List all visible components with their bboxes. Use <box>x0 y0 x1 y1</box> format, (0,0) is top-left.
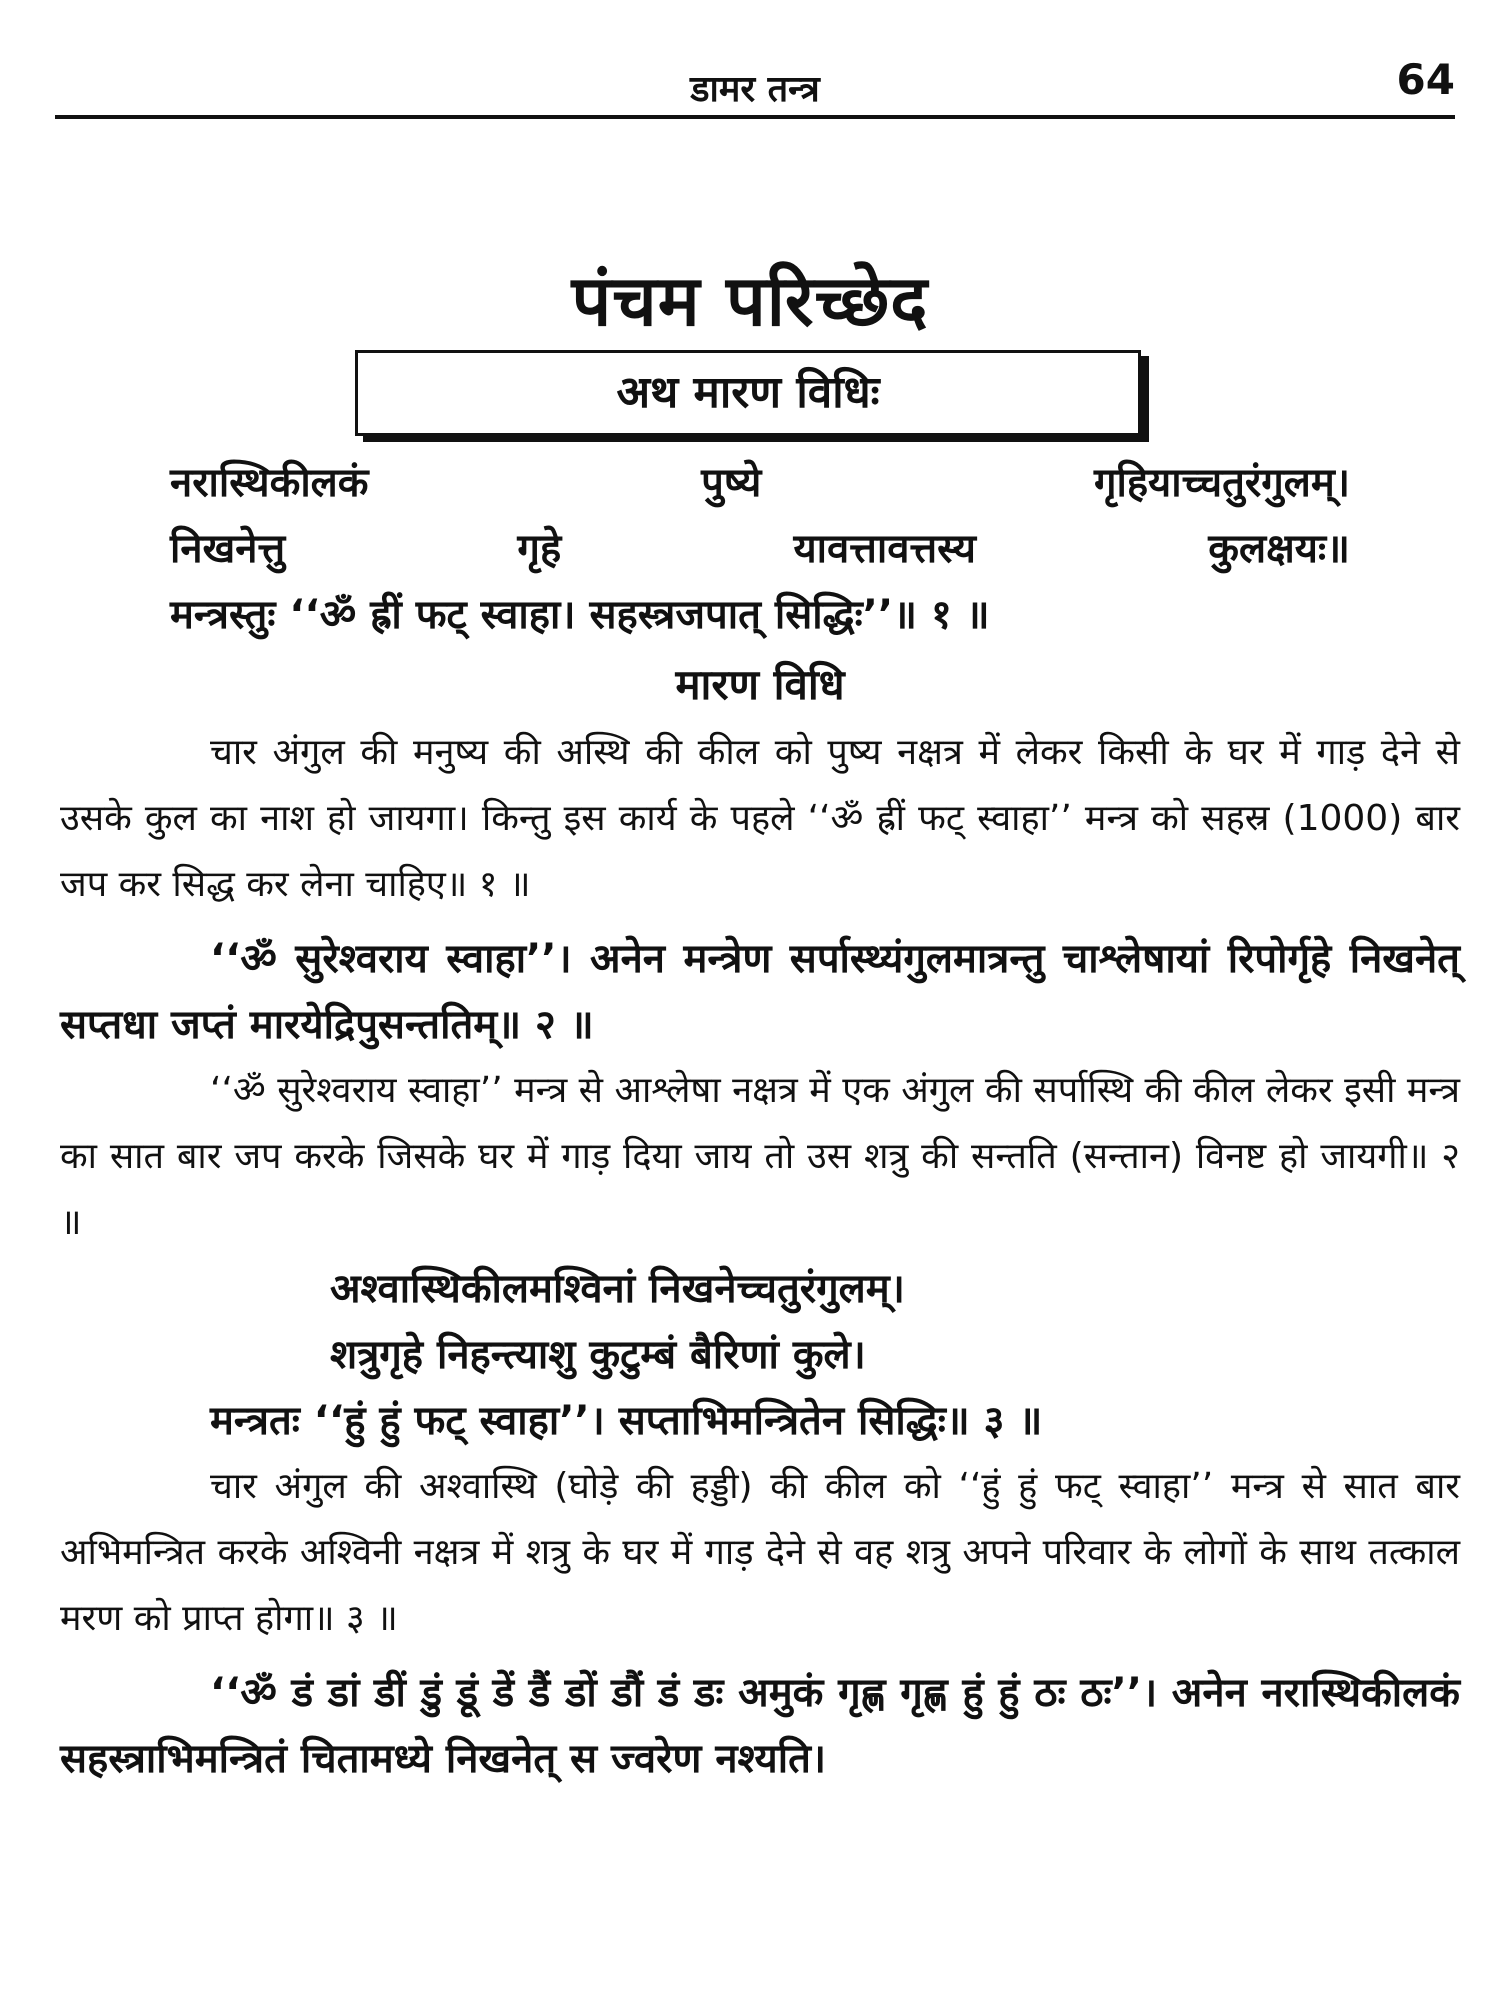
page-number: 64 <box>1396 55 1455 104</box>
verse-word: नरास्थिकीलकं <box>170 460 369 506</box>
verse1-line2 <box>60 516 1460 582</box>
page-header <box>55 55 1455 119</box>
sub-heading: मारण विधि <box>675 660 845 709</box>
verse1-line1 <box>60 450 1460 516</box>
verse1-line3: मन्त्रस्तुः ‘‘ॐ ह्रीं फट् स्वाहा। सहस्त्रजपात् सिद्धिः’’॥ १ ॥ <box>170 592 990 638</box>
verse-word: यावत्तावत्तस्य <box>793 526 976 572</box>
verse-word: निखनेत्तु <box>170 526 286 572</box>
paragraph-3: चार अंगुल की अश्वास्थि (घोड़े की हड्डी) की कील को ‘‘हुं हुं फट् स्वाहा’’ मन्त्र से सात बार अभिमन्त्रित करके अश्विनी नक्षत्र में शत्रु के घर में गाड़ देने से वह शत्रु अपने परिवार के लोगों के साथ तत्काल मरण को प्राप्त होगा॥ ३ ॥ <box>60 1466 1460 1639</box>
verse3-line2: शत्रुगृहे निहन्त्याशु कुटुम्बं बैरिणां कुले। <box>330 1332 866 1378</box>
paragraph-2: ‘‘ॐ सुरेश्वराय स्वाहा’’ मन्त्र से आश्लेषा नक्षत्र में एक अंगुल की सर्पास्थि की कील लेकर इसी मन्त्र का सात बार जप करके जिसके घर में गाड़ दिया जाय तो उस शत्रु की सन्तति (सन्तान) विनष्ट हो जायगी॥ २ ॥ <box>60 1070 1460 1243</box>
section-heading-box: अथ मारण विधिः <box>355 350 1141 436</box>
verse3-line3: मन्त्रतः ‘‘हुं हुं फट् स्वाहा’’। सप्ताभिमन्त्रितेन सिद्धिः॥ ३ ॥ <box>210 1398 1043 1444</box>
page-content <box>60 450 1460 1792</box>
verse3-line1: अश्वास्थिकीलमश्विनां निखनेच्चतुरंगुलम्। <box>330 1266 905 1312</box>
verse-word: गृहे <box>517 526 562 572</box>
verse-word: कुलक्षयः॥ <box>1208 526 1350 572</box>
verse-4: ‘‘ॐ डं डां डीं डुं डूं डें डैं डों डौं डं डः अमुकं गृह्ण गृह्ण हुं हुं ठः ठः’’। अनेन नरास्थिकीलकं सहस्त्राभिमन्त्रितं चितामध्ये निखनेत् स ज्वरेण नश्यति। <box>60 1670 1460 1782</box>
chapter-title: पंचम परिच्छेद <box>571 260 929 342</box>
paragraph-1: चार अंगुल की मनुष्य की अस्थि की कील को पुष्य नक्षत्र में लेकर किसी के घर में गाड़ देने से उसके कुल का नाश हो जायगा। किन्तु इस कार्य के पहले ‘‘ॐ ह्रीं फट् स्वाहा’’ मन्त्र को सहस्र (1000) बार जप कर सिद्ध कर लेना चाहिए॥ १ ॥ <box>60 732 1460 905</box>
verse-2: ‘‘ॐ सुरेश्वराय स्वाहा’’। अनेन मन्त्रेण सर्पास्थ्यंगुलमात्रन्तु चाश्लेषायां रिपोर्गृहे निखनेत् सप्तधा जप्तं मारयेद्रिपुसन्ततिम्॥ २ ॥ <box>60 936 1460 1048</box>
verse-word: गृहियाच्चतुरंगुलम्। <box>1093 460 1350 506</box>
verse-word: पुष्ये <box>701 460 762 506</box>
running-title: डामर तन्त्र <box>690 69 820 110</box>
